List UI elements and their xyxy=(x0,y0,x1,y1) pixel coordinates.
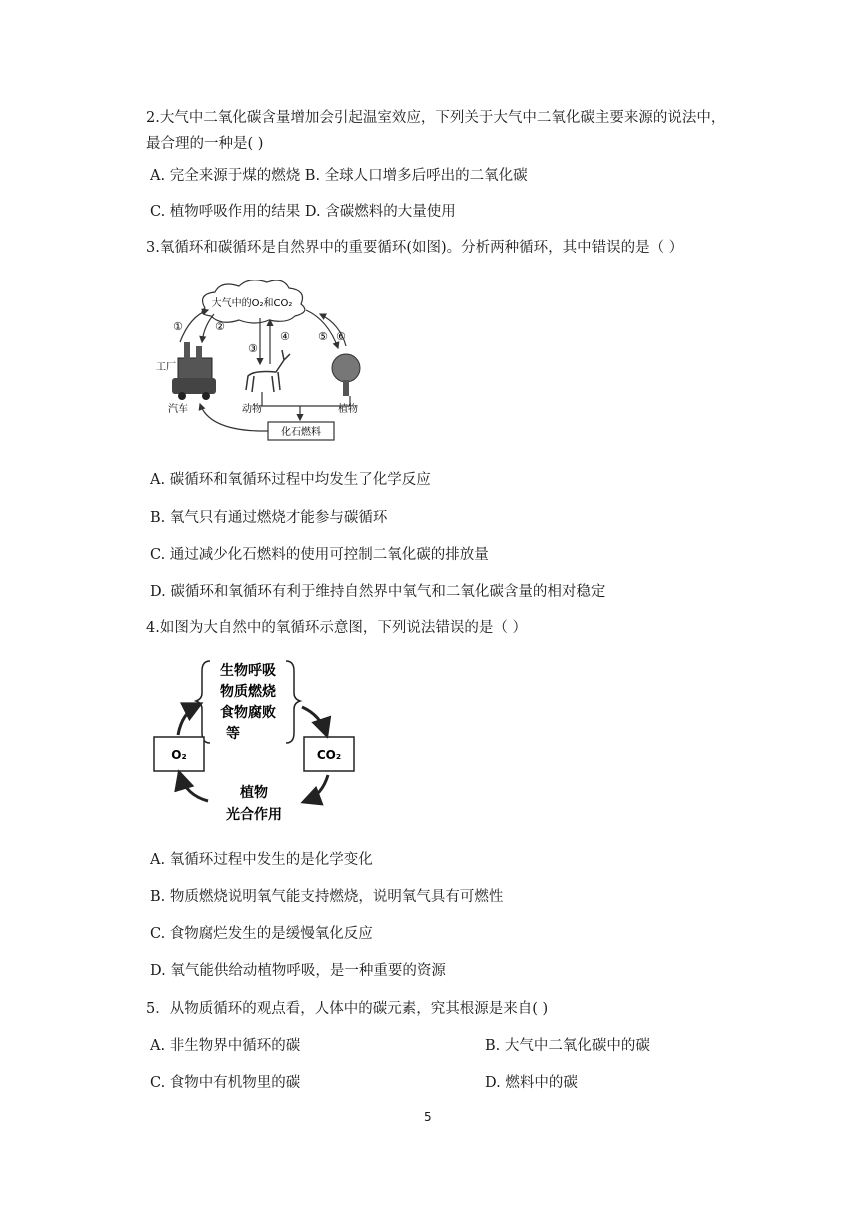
q5-option-a: A. 非生物界中循环的碳 xyxy=(150,1038,301,1054)
label-5: ⑤ xyxy=(318,330,328,343)
q5-stem: 5．从物质循环的观点看，人体中的碳元素，究其根源是来自( ) xyxy=(146,1001,549,1017)
q2-options-ab: A. 完全来源于煤的燃烧 B. 全球人口增多后呼出的二氧化碳 xyxy=(150,168,528,184)
q3-option-b: B. 氧气只有通过燃烧才能参与碳循环 xyxy=(150,510,388,526)
oxygen-cycle-figure xyxy=(150,655,360,830)
label-4: ④ xyxy=(280,330,290,343)
car-label: 汽车 xyxy=(168,404,188,415)
plant-label: 植物 xyxy=(240,785,268,801)
q5-option-d: D. 燃料中的碳 xyxy=(485,1075,578,1091)
carbon-oxygen-cycle-figure xyxy=(150,280,370,450)
label-2: ② xyxy=(215,320,225,333)
q2-stem-line1: 2.大气中二氧化碳含量增加会引起温室效应，下列关于大气中二氧化碳主要来源的说法中， xyxy=(146,110,726,126)
item-respiration: 生物呼吸 xyxy=(220,663,276,679)
fossil-fuel-label: 化石燃料 xyxy=(281,427,321,438)
factory-label: 工厂 xyxy=(156,362,176,373)
q5-option-c: C. 食物中有机物里的碳 xyxy=(150,1075,301,1091)
item-decay: 食物腐败 xyxy=(220,705,276,721)
q3-option-a: A. 碳循环和氧循环过程中均发生了化学反应 xyxy=(150,472,431,488)
photosynthesis-label: 光合作用 xyxy=(226,807,282,823)
q2-options-cd: C. 植物呼吸作用的结果 D. 含碳燃料的大量使用 xyxy=(150,204,456,220)
q2-stem-line2: 最合理的一种是( ) xyxy=(146,136,264,152)
q4-stem: 4.如图为大自然中的氧循环示意图，下列说法错误的是（ ） xyxy=(146,620,527,636)
q4-option-d: D. 氧气能供给动植物呼吸，是一种重要的资源 xyxy=(150,963,446,979)
animal-label: 动物 xyxy=(242,404,262,415)
item-etc: 等 xyxy=(226,726,240,742)
q3-option-c: C. 通过减少化石燃料的使用可控制二氧化碳的排放量 xyxy=(150,547,489,563)
q5-option-b: B. 大气中二氧化碳中的碳 xyxy=(485,1038,650,1054)
co2-label: CO₂ xyxy=(316,748,342,762)
page-number: 5 xyxy=(424,1110,432,1124)
label-3: ③ xyxy=(248,342,258,355)
cloud-label: 大气中的O₂和CO₂ xyxy=(211,298,293,309)
o2-label: O₂ xyxy=(171,748,187,762)
q4-option-b: B. 物质燃烧说明氧气能支持燃烧，说明氧气具有可燃性 xyxy=(150,889,504,905)
label-6: ⑥ xyxy=(336,330,346,343)
label-1: ① xyxy=(173,320,183,333)
q3-option-d: D. 碳循环和氧循环有利于维持自然界中氧气和二氧化碳含量的相对稳定 xyxy=(150,584,606,600)
q3-stem: 3.氧循环和碳循环是自然界中的重要循环(如图)。分析两种循环，其中错误的是（ ） xyxy=(146,240,684,256)
q4-option-a: A. 氧循环过程中发生的是化学变化 xyxy=(150,852,373,868)
item-combustion: 物质燃烧 xyxy=(220,684,276,700)
plant-label: 植物 xyxy=(338,404,358,415)
q4-option-c: C. 食物腐烂发生的是缓慢氧化反应 xyxy=(150,926,373,942)
